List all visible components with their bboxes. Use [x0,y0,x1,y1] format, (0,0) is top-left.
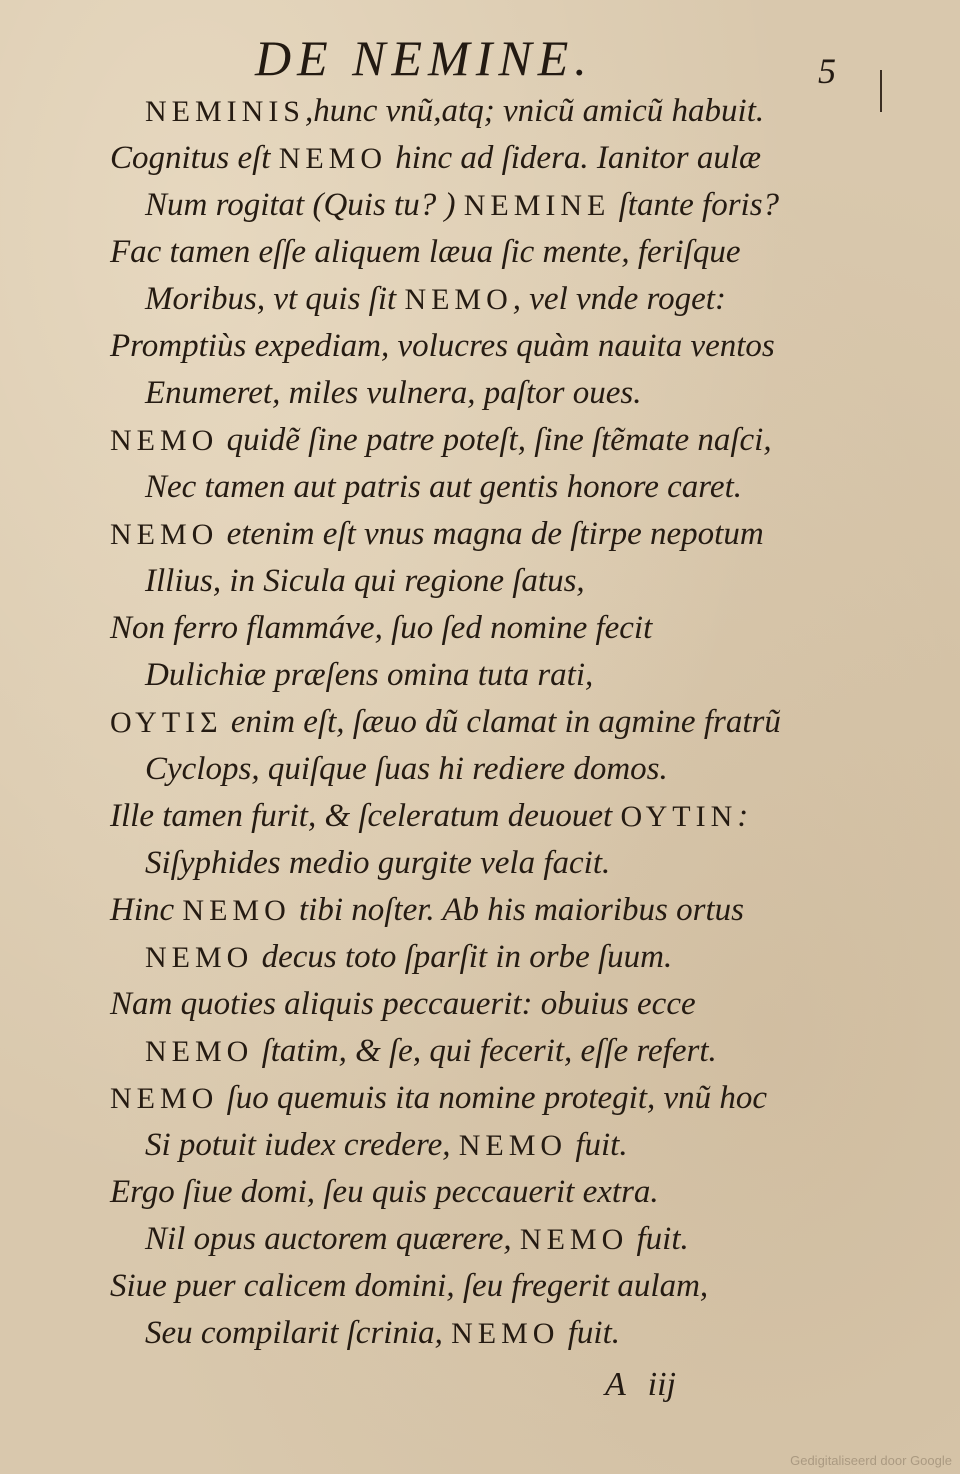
verse-text: ,hunc vnũ,atq; vnicũ amicũ habuit. [305,93,765,129]
verse-line [110,793,748,839]
verse-line [145,652,593,698]
verse-text: Promptiùs expediam, volucres quàm nauita ventos [110,328,775,364]
small-caps-name: ΟΥΤΙΝ [620,800,738,833]
verse-line [110,1075,767,1121]
verse-line [145,1028,717,1074]
verse-text: Moribus, vt quis ſit [145,281,405,317]
verse-text: Dulichiæ præſens omina tuta rati, [145,657,594,693]
small-caps-name: NEMO [182,894,291,927]
verse-text: hinc ad ſidera. Ianitor aulæ [387,140,762,176]
verse-line [145,182,779,228]
verse-line [110,135,761,181]
small-caps-name: NEMO [110,518,219,551]
verse-line [145,88,764,134]
verse-text: etenim eſt vnus magna de ſtirpe nepotum [218,516,764,552]
verse-line [110,417,772,463]
verse-line [145,1122,628,1168]
signature-mark: A iij [605,1366,676,1403]
verse-line [110,511,764,557]
verse-text: : [737,798,749,834]
small-caps-name: NEMO [404,283,513,316]
verse-line [145,276,726,322]
verse-line [110,1263,708,1309]
verse-line [110,887,744,933]
verse-text: Seu compilarit ſcrinia, [145,1315,452,1351]
verse-line [145,558,585,604]
verse-text: Hinc [110,892,183,928]
verse-line [110,605,652,651]
small-caps-name: NEMO [458,1129,568,1162]
digitization-watermark: Gedigitaliseerd door Google [790,1453,952,1468]
verse-line [145,370,641,416]
small-caps-name: NEMO [145,1035,254,1068]
small-caps-name: NEMO [278,142,388,175]
verse-text: enim eſt, ſæuo dũ clamat in agmine fratrũ [222,704,781,740]
verse-line [145,1310,620,1356]
verse-text: Non ferro flammáve, ſuo ſed nomine fecit [110,610,653,646]
small-caps-name: ΟΥΤΙΣ [110,706,223,739]
verse-line [145,840,610,886]
verse-line [145,464,742,510]
small-caps-name: NEMO [145,941,254,974]
verse-text: Illius, in Sicula qui regione ſatus, [145,563,585,599]
verse-line [110,229,741,275]
verse-line [145,934,672,980]
verse-text: Cyclops, quiſque ſuas hi rediere domos. [145,751,668,787]
verse-line [145,746,668,792]
verse-text: fuit. [567,1127,628,1163]
verse-text: decus toto ſparſit in orbe ſuum. [253,939,673,975]
verse-line [110,1169,659,1215]
verse-text: Siſyphides medio gurgite vela facit. [145,845,611,881]
verse-text: ſuo quemuis ita nomine protegit, vnũ hoc [218,1080,768,1116]
verse-text: Cognitus eſt [110,140,279,176]
verse-text: Ille tamen furit, & ſceleratum deuouet [110,798,621,834]
verse-text: fuit. [628,1221,689,1257]
verse-line [110,699,781,745]
page-title: DE NEMINE. [255,30,593,86]
small-caps-name: NEMINE [463,189,611,222]
small-caps-name: NEMO [110,1082,219,1115]
page-number: 5 [818,51,836,91]
verse-text: tibi noſter. Ab his maioribus ortus [290,892,744,928]
verse-text: fuit. [559,1315,620,1351]
small-caps-name: NEMO [451,1317,560,1350]
verse-text: ſtante foris? [610,187,780,223]
verse-text: Num rogitat (Quis tu? ) [145,187,464,223]
small-caps-name: NEMO [110,424,219,457]
verse-text: , vel vnde roget: [512,281,726,317]
verse-text: Siue puer calicem domini, ſeu fregerit aulam, [110,1268,709,1304]
margin-mark [880,70,882,112]
verse-line [110,981,696,1027]
verse-text: Nec tamen aut patris aut gentis honore caret. [145,469,742,505]
small-caps-name: NEMO [519,1223,629,1256]
verse-text: quidẽ ſine patre poteſt, ſine ſtẽmate naſci, [218,422,772,458]
verse-text: Enumeret, miles vulnera, paſtor oues. [145,375,642,411]
page-header [0,28,960,91]
small-caps-name: NEMINIS [145,95,305,128]
verse-line [110,323,775,369]
verse-text: Si potuit iudex credere, [145,1127,459,1163]
verse-text: Ergo ſiue domi, ſeu quis peccauerit extra. [110,1174,659,1210]
verse-text: Nam quoties aliquis peccauerit: obuius ecce [110,986,696,1022]
verse-text: Fac tamen eſſe aliquem læua ſic mente, feriſque [110,234,741,270]
verse-line [145,1216,689,1262]
verse-text: Nil opus auctorem quærere, [145,1221,520,1257]
verse-text: ſtatim, & ſe, qui fecerit, eſſe refert. [253,1033,717,1069]
